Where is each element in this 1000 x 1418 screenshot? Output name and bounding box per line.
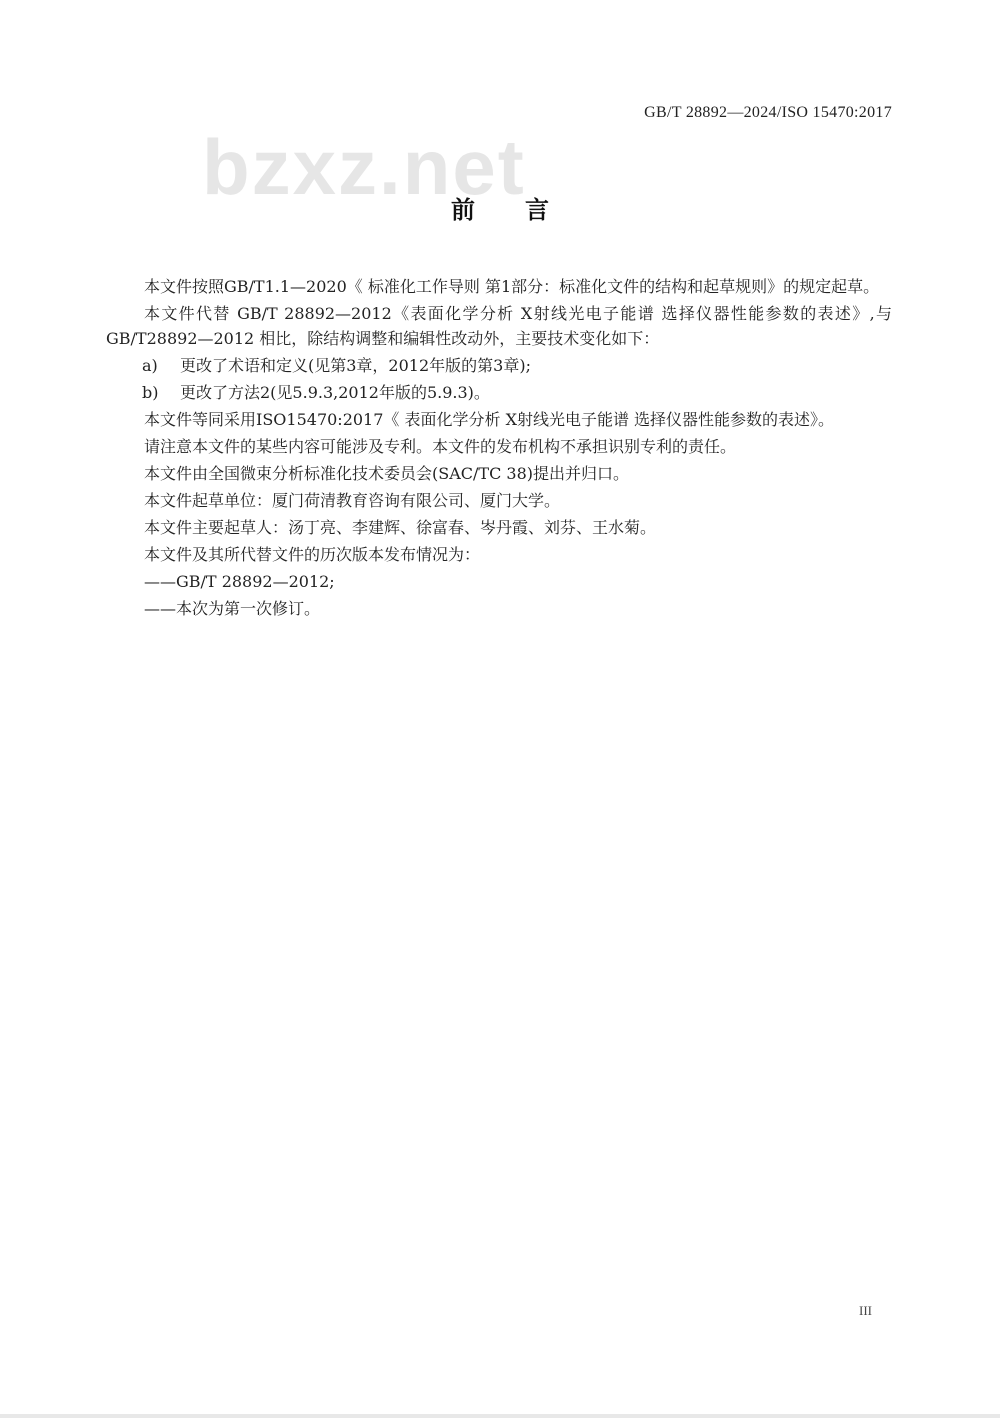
list-marker-b: b) [142, 383, 159, 402]
list-text-a: 更改了术语和定义(见第3章，2012年版的第3章); [180, 356, 531, 375]
paragraph-replacement: 本文件代替 GB/T 28892—2012《表面化学分析 X射线光电子能谱 选择仪器性能参数的表述》,与GB/T28892—2012 相比，除结构调整和编辑性改动外，主要技术变化如下： [106, 304, 892, 348]
bottom-divider [0, 1414, 1000, 1418]
history-item-current: ——本次为第一次修订。 [144, 599, 321, 618]
list-item-a [106, 353, 892, 378]
list-item-b [106, 380, 892, 405]
page-title: 前言 [451, 196, 599, 224]
standard-number-header: GB/T 28892—2024/ISO 15470:2017 [644, 104, 892, 121]
foreword-body [106, 274, 892, 623]
paragraph-patent-notice: 请注意本文件的某些内容可能涉及专利。本文件的发布机构不承担识别专利的责任。 [144, 437, 737, 456]
paragraph-drafting-basis: 本文件按照GB/T1.1—2020《 标准化工作导则 第1部分：标准化文件的结构和起草规则》的规定起草。 [144, 277, 880, 296]
paragraph-history-intro: 本文件及其所代替文件的历次版本发布情况为： [144, 545, 481, 564]
history-item-2012: ——GB/T 28892—2012; [144, 572, 335, 591]
paragraph-committee: 本文件由全国微束分析标准化技术委员会(SAC/TC 38)提出并归口。 [144, 464, 629, 483]
paragraph-drafting-units: 本文件起草单位：厦门荷清教育咨询有限公司、厦门大学。 [144, 491, 561, 510]
paragraph-drafters: 本文件主要起草人：汤丁亮、李建辉、徐富春、岑丹霞、刘芬、王水菊。 [144, 518, 657, 537]
list-marker-a: a) [142, 356, 158, 375]
paragraph-equivalence: 本文件等同采用ISO15470:2017《 表面化学分析 X射线光电子能谱 选择仪器性能参数的表述》。 [144, 410, 835, 429]
watermark: bzxz.net [202, 123, 526, 211]
page-number: III [859, 1303, 872, 1318]
list-text-b: 更改了方法2(见5.9.3,2012年版的5.9.3)。 [180, 383, 490, 402]
